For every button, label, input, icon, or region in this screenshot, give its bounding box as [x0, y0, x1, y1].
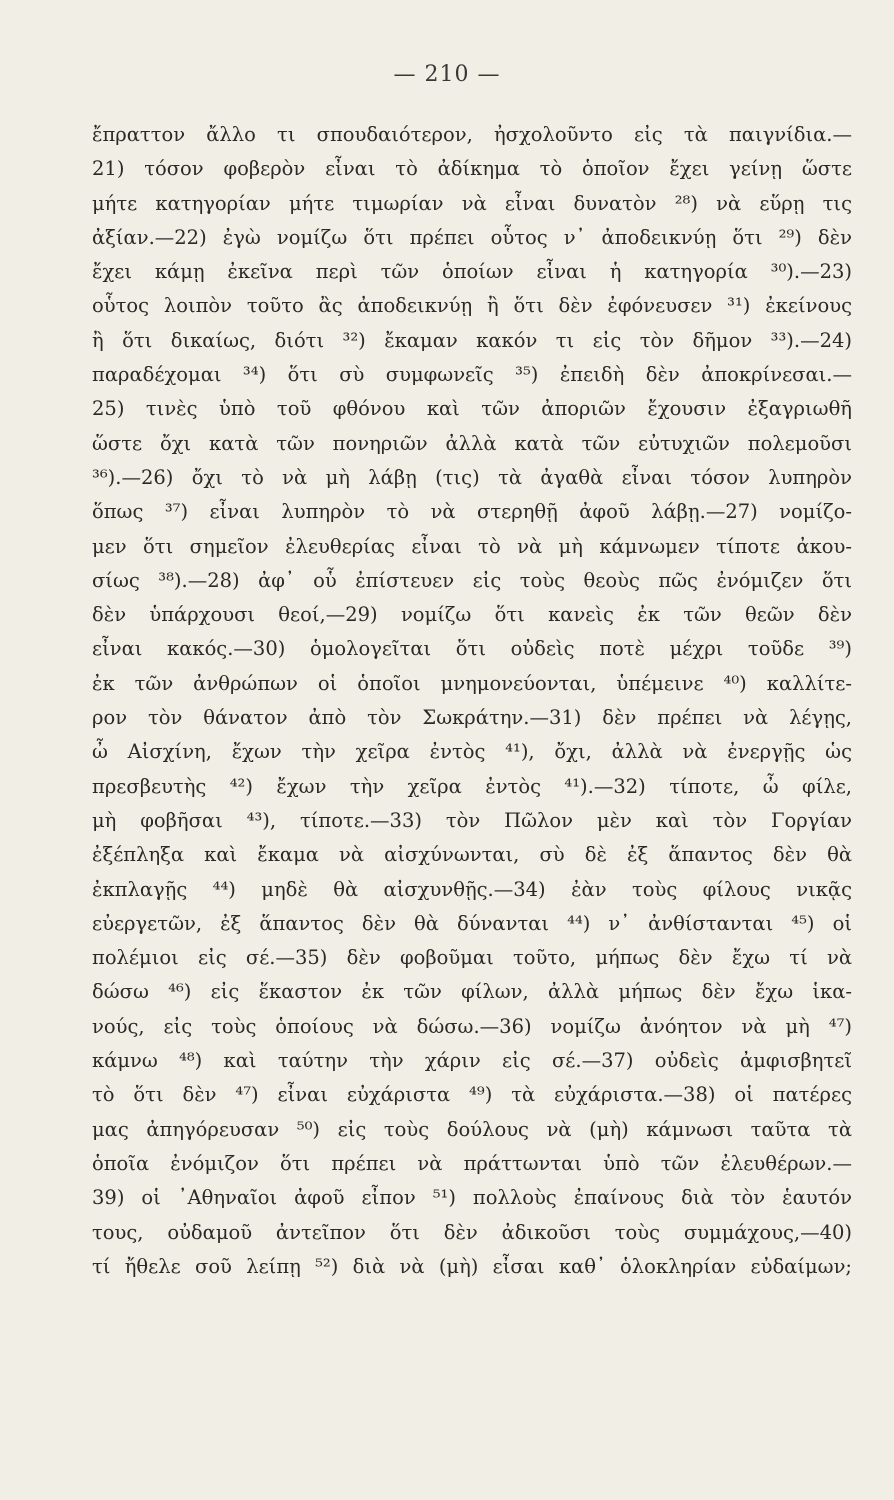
text-line: εὐεργετῶν, ἐξ ἅπαντος δὲν θὰ δύνανται ⁴⁴) ν᾽ ἀνθίστανται ⁴⁵) οἱ — [92, 911, 852, 935]
text-line: μας ἀπηγόρευσαν ⁵⁰) εἰς τοὺς δούλους νὰ (μὴ) κάμνωσι ταῦτα τὰ — [92, 1117, 852, 1141]
text-line: δώσω ⁴⁶) εἰς ἕκαστον ἐκ τῶν φίλων, ἀλλὰ μήπως δὲν ἔχω ἱκα- — [92, 980, 852, 1004]
text-line: 25) τινὲς ὑπὸ τοῦ φθόνου καὶ τῶν ἀποριῶν ἔχουσιν ἐξαγριωθῆ — [92, 397, 852, 421]
text-line: ³⁶).—26) ὄχι τὸ νὰ μὴ λάβῃ (τις) τὰ ἀγαθὰ εἶναι τόσον λυπηρὸν — [92, 465, 852, 489]
text-line: ἐκπλαγῇς ⁴⁴) μηδὲ θὰ αἰσχυνθῇς.—34) ἐὰν τοὺς φίλους νικᾷς — [92, 877, 852, 901]
text-line: ἐξέπληξα καὶ ἔκαμα νὰ αἰσχύνωνται, σὺ δὲ ἐξ ἅπαντος δὲν θὰ — [92, 843, 852, 867]
text-line: κάμνω ⁴⁸) καὶ ταύτην τὴν χάριν εἰς σέ.—37) οὐδεὶς ἀμφισβητεῖ — [92, 1049, 852, 1073]
text-line: σίως ³⁸).—28) ἀφ᾽ οὗ ἐπίστευεν εἰς τοὺς θεοὺς πῶς ἐνόμιζεν ὅτι — [92, 568, 852, 592]
text-line: ἢ ὅτι δικαίως, διότι ³²) ἔκαμαν κακόν τι εἰς τὸν δῆμον ³³).—24) — [92, 328, 852, 352]
text-line: τὸ ὅτι δὲν ⁴⁷) εἶναι εὐχάριστα ⁴⁹) τὰ εὐχάριστα.—38) οἱ πατέρες — [92, 1083, 852, 1107]
text-line: νούς, εἰς τοὺς ὁποίους νὰ δώσω.—36) νομίζω ἀνόητον νὰ μὴ ⁴⁷) — [92, 1014, 852, 1038]
text-line: πρεσβευτὴς ⁴²) ἔχων τὴν χεῖρα ἐντὸς ⁴¹).—32) τίποτε, ὦ φίλε, — [92, 774, 852, 798]
text-line: ὥστε ὄχι κατὰ τῶν πονηριῶν ἀλλὰ κατὰ τῶν εὐτυχιῶν πολεμοῦσι — [92, 431, 852, 455]
text-line: ἔχει κάμῃ ἐκεῖνα περὶ τῶν ὁποίων εἶναι ἡ κατηγορία ³⁰).—23) — [92, 260, 852, 284]
text-line: ἀξίαν.—22) ἐγὼ νομίζω ὅτι πρέπει οὗτος ν᾽ ἀποδεικνύῃ ὅτι ²⁹) δὲν — [92, 225, 852, 249]
page-number: — 210 — — [393, 62, 501, 87]
text-line: ἔπραττον ἄλλο τι σπουδαιότερον, ἠσχολοῦντο εἰς τὰ παιγνίδια.— — [92, 123, 852, 146]
text-line: τους, οὐδαμοῦ ἀντεῖπον ὅτι δὲν ἀδικοῦσι τοὺς συμμάχους,—40) — [92, 1220, 852, 1244]
text-line: ρον τὸν θάνατον ἀπὸ τὸν Σωκράτην.—31) δὲν πρέπει νὰ λέγῃς, — [92, 706, 852, 730]
text-line: οὗτος λοιπὸν τοῦτο ἂς ἀποδεικνύῃ ἢ ὅτι δὲν ἐφόνευσεν ³¹) ἐκείνους — [92, 294, 852, 318]
text-line: ὦ Αἰσχίνη, ἔχων τὴν χεῖρα ἐντὸς ⁴¹), ὄχι, ἀλλὰ νὰ ἐνεργῇς ὡς — [92, 740, 852, 764]
text-line: δὲν ὑπάρχουσι θεοί,—29) νομίζω ὅτι κανεὶς ἐκ τῶν θεῶν δὲν — [92, 603, 852, 627]
text-line: 39) οἱ ᾿Αθηναῖοι ἀφοῦ εἶπον ⁵¹) πολλοὺς ἐπαίνους διὰ τὸν ἑαυτόν — [92, 1186, 852, 1210]
text-line: παραδέχομαι ³⁴) ὅτι σὺ συμφωνεῖς ³⁵) ἐπειδὴ δὲν ἀποκρίνεσαι.— — [92, 363, 852, 387]
text-line: μεν ὅτι σημεῖον ἐλευθερίας εἶναι τὸ νὰ μὴ κάμνωμεν τίποτε ἀκου- — [92, 534, 852, 558]
text-line: ἐκ τῶν ἀνθρώπων οἱ ὁποῖοι μνημονεύονται, ὑπέμεινε ⁴⁰) καλλίτε- — [92, 671, 852, 695]
text-line: πολέμιοι εἰς σέ.—35) δὲν φοβοῦμαι τοῦτο, μήπως δὲν ἔχω τί νὰ — [92, 946, 852, 970]
text-line: εἶναι κακός.—30) ὁμολογεῖται ὅτι οὐδεὶς ποτὲ μέχρι τοῦδε ³⁹) — [92, 637, 852, 661]
text-line: ὅπως ³⁷) εἶναι λυπηρὸν τὸ νὰ στερηθῇ ἀφοῦ λάβῃ.—27) νομίζο- — [92, 500, 852, 524]
text-line: τί ἤθελε σοῦ λείπῃ ⁵²) διὰ νὰ (μὴ) εἶσαι καθ᾽ ὁλοκληρίαν εὐδαίμων; — [92, 1254, 852, 1278]
text-body — [92, 118, 852, 1284]
text-line: μήτε κατηγορίαν μήτε τιμωρίαν νὰ εἶναι δυνατὸν ²⁸) νὰ εὕρῃ τις — [92, 191, 852, 215]
text-line: 21) τόσον φοβερὸν εἶναι τὸ ἀδίκημα τὸ ὁποῖον ἔχει γείνῃ ὥστε — [92, 157, 852, 181]
text-line: μὴ φοβῆσαι ⁴³), τίποτε.—33) τὸν Πῶλον μὲν καὶ τὸν Γοργίαν — [92, 808, 852, 832]
text-line: ὁποῖα ἐνόμιζον ὅτι πρέπει νὰ πράττωνται ὑπὸ τῶν ἐλευθέρων.— — [92, 1151, 852, 1175]
